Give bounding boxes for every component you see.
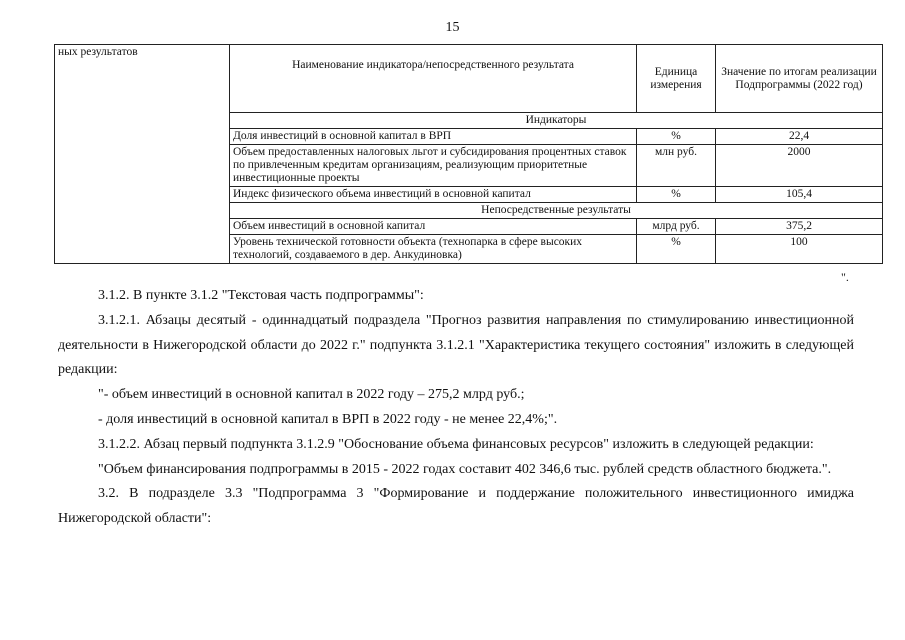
document-body <box>58 284 854 532</box>
paragraph: 3.1.2.1. Абзацы десятый - одиннадцатый подраздела "Прогноз развития направления по стимулированию инвестиционной деятельности в Нижегородской области до 2022 г." подпункта 3.1.2.1 "Характеристика текущего состояния" изложить в следующей редакции: <box>58 312 854 378</box>
row-value: 105,4 <box>716 187 883 203</box>
row-unit: % <box>637 235 716 264</box>
paragraph: 3.1.2. В пункте 3.1.2 "Текстовая часть подпрограммы": <box>98 288 424 303</box>
page-number: 15 <box>445 20 460 35</box>
row-unit: млн руб. <box>637 145 716 187</box>
row-value: 375,2 <box>716 219 883 235</box>
paragraph: 3.2. В подразделе 3.3 "Подпрограмма 3 "Формирование и поддержание положительного инвестиционного имиджа Нижегородской области": <box>58 486 854 527</box>
row-value: 2000 <box>716 145 883 187</box>
table-left-cell: ных результатов <box>55 45 230 264</box>
table-header-row <box>55 45 883 113</box>
paragraph: 3.1.2.2. Абзац первый подпункта 3.1.2.9 "Обоснование объема финансовых ресурсов" изложить в следующей редакции: <box>98 436 814 452</box>
row-value: 22,4 <box>716 129 883 145</box>
section-title-indicators: Индикаторы <box>230 113 883 129</box>
row-value: 100 <box>716 235 883 264</box>
closing-quote: ". <box>841 270 849 284</box>
row-name: Объем инвестиций в основной капитал <box>230 219 637 235</box>
header-name: Наименование индикатора/непосредственного результата <box>230 45 637 113</box>
header-value: Значение по итогам реализации Подпрограммы (2022 год) <box>716 45 883 113</box>
paragraph: "- объем инвестиций в основной капитал в 2022 году – 275,2 млрд руб.; <box>98 387 525 403</box>
paragraph: "Объем финансирования подпрограммы в 2015 - 2022 годах составит 402 346,6 тыс. рублей средств областного бюджета.". <box>98 461 832 477</box>
row-name: Индекс физического объема инвестиций в основной капитал <box>230 187 637 203</box>
section-title-results: Непосредственные результаты <box>230 203 883 219</box>
row-name: Доля инвестиций в основной капитал в ВРП <box>230 129 637 145</box>
paragraph: - доля инвестиций в основной капитал в ВРП в 2022 году - не менее 22,4%;". <box>98 411 558 427</box>
header-unit: Единица измерения <box>637 45 716 113</box>
row-unit: % <box>637 187 716 203</box>
row-unit: % <box>637 129 716 145</box>
indicators-table <box>54 44 883 264</box>
row-name: Уровень технической готовности объекта (технопарка в сфере высоких технологий, создаваемого в дер. Анкудиновка) <box>230 235 637 264</box>
row-name: Объем предоставленных налоговых льгот и субсидирования процентных ставок по привлеченным кредитам организациям, реализующим приоритетные инвестиционные проекты <box>230 145 637 187</box>
row-unit: млрд руб. <box>637 219 716 235</box>
